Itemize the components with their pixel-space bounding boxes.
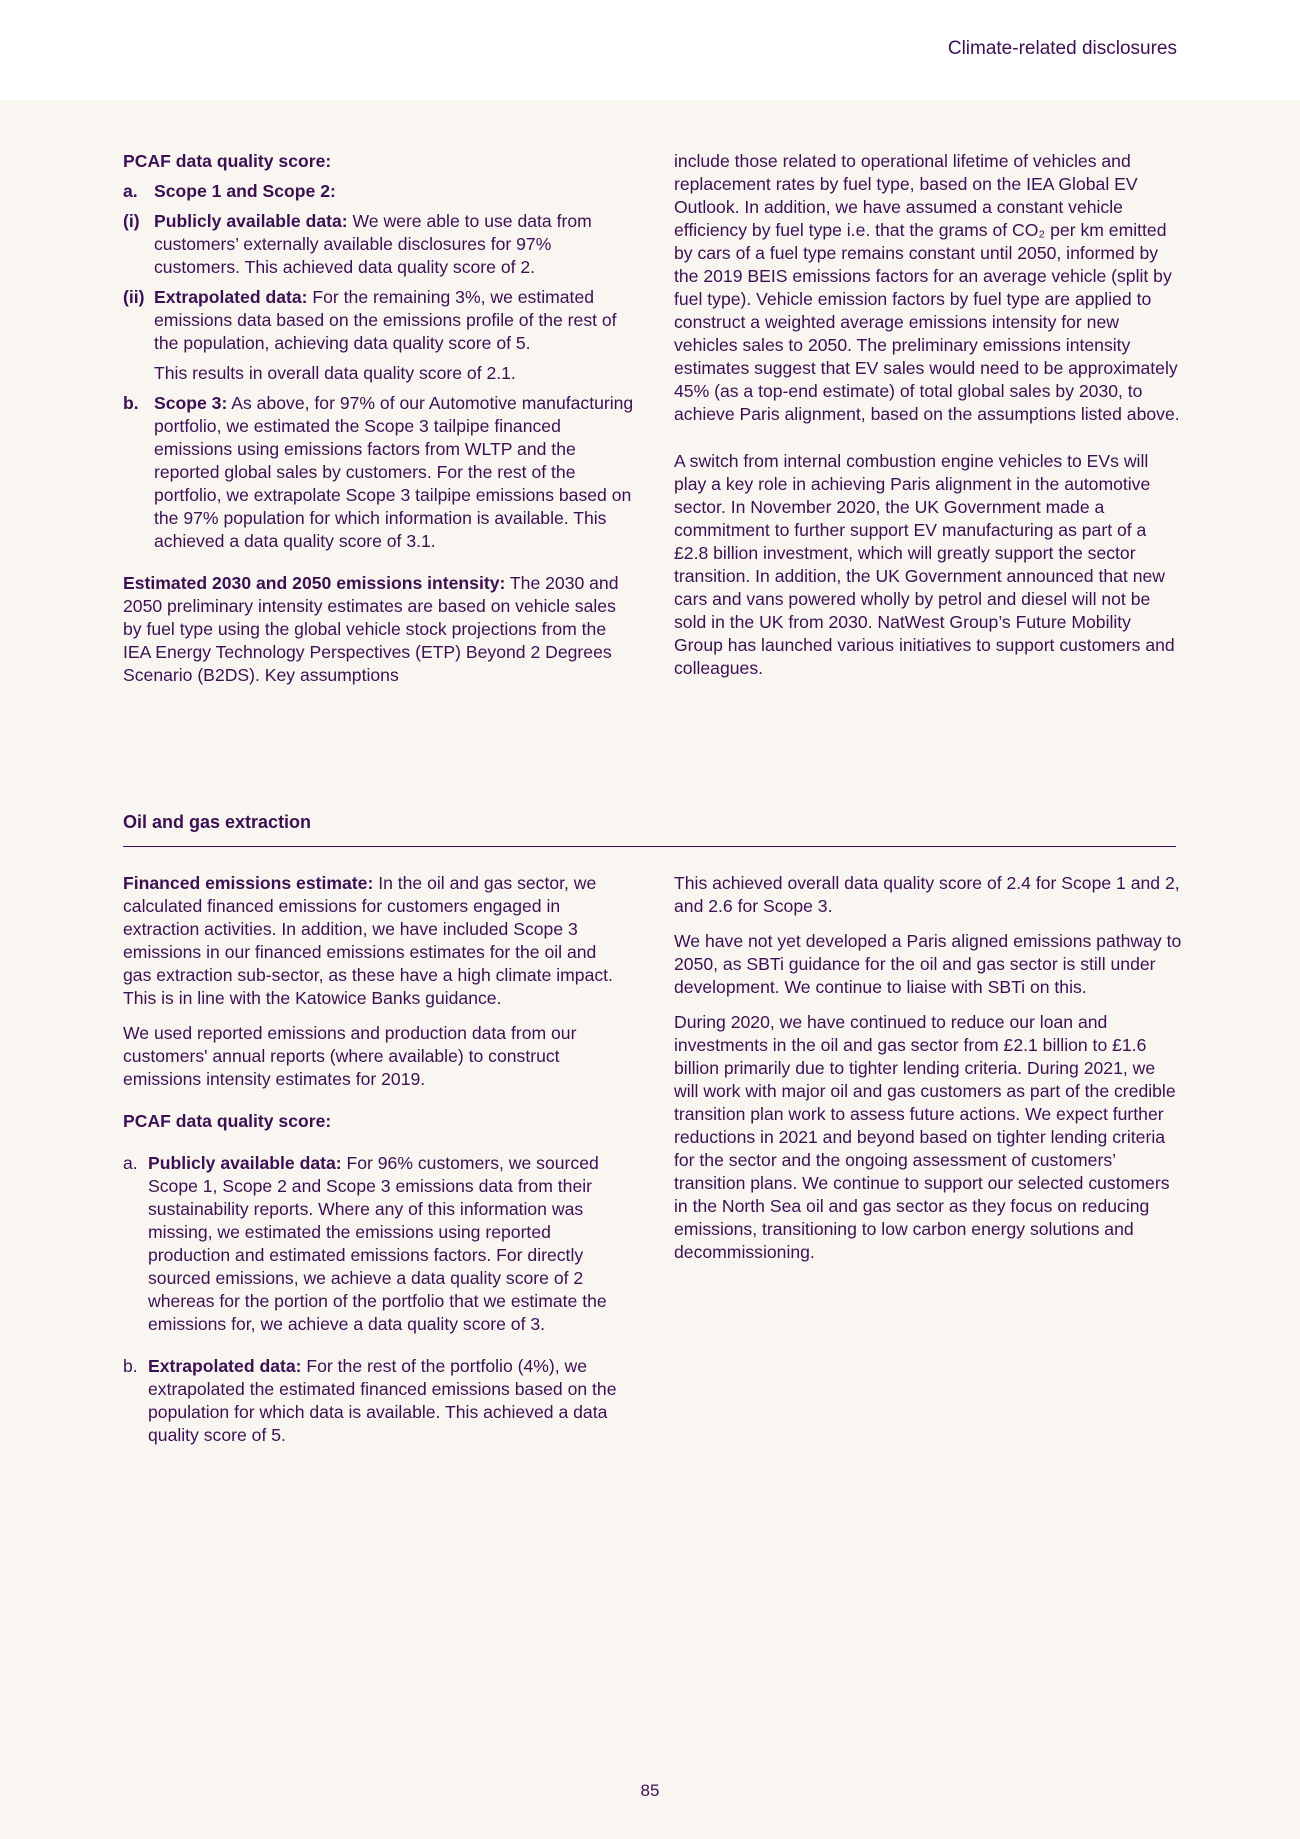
lending-paragraph: During 2020, we have continued to reduce our loan and investments in the oil and gas sector from £2.1 billion to £1.6 billion primarily due to tighter lending criteria. During 2021, we will work with major oil and gas customers as part of the credible transition plan work to assess future actions. We expect further reductions in 2021 and beyond based on tighter lending criteria for the sector and the ongoing assessment of customers’ transition plans. We continue to support our selected customers in the North Sea oil and gas sector as they focus on reducing emissions, transitioning to low carbon energy solutions and decommissioning.: [674, 1012, 1176, 1262]
page-number: 85: [640, 1781, 660, 1800]
ev-switch-paragraph: A switch from internal combustion engine vehicles to EVs will play a key role in achieving Paris alignment in the automotive sector. In November 2020, the UK Government made a commitment to further support EV manufacturing as part of a £2.8 billion investment, which will greatly support the sector transition. In addition, the UK Government announced that new cars and vans powered wholly by petrol and diesel will not be sold in the UK from 2030. NatWest Group’s Future Mobility Group has launched various initiatives to support customers and colleagues.: [674, 451, 1175, 678]
oil-gas-right-column: [674, 872, 1184, 1264]
oil-gas-pcaf-heading: PCAF data quality score:: [123, 1111, 332, 1131]
pcaf-heading: PCAF data quality score:: [123, 151, 332, 171]
list-item-scope-3: b. Scope 3: As above, for 97% of our Automotive manufacturing portfolio, we estimated the Scope 3 tailpipe financed emissions using emissions factors from WLTP and the reported global sales by customers. For the rest of the portfolio, we extrapolate Scope 3 tailpipe emissions based on the 97% population for which information is available. This achieved a data quality score of 3.1.: [123, 393, 634, 551]
automotive-right-column: [674, 150, 1184, 680]
oil-gas-left-column: [123, 872, 623, 1447]
financed-emissions-paragraph: Financed emissions estimate: In the oil and gas sector, we calculated financed emissions for customers engaged in extraction activities. In addition, we have included Scope 3 emissions in our financed emissions estimates for the oil and gas extraction sub-sector, as these have a high climate impact. This is in line with the Katowice Banks guidance.: [123, 873, 613, 1008]
header-band: [0, 0, 1300, 100]
header-title: Climate-related disclosures: [947, 38, 1177, 59]
list-item-extrapolated: (ii) Extrapolated data: For the remaining 3%, we estimated emissions data based on the emissions profile of the rest of the population, achieving data quality score of 5.: [123, 287, 617, 353]
section-heading-oil-gas: Oil and gas extraction: [123, 812, 312, 832]
overall-score-text: This results in overall data quality score of 2.1.: [154, 363, 516, 383]
intensity-paragraph: Estimated 2030 and 2050 emissions intensity: The 2030 and 2050 preliminary intensity estimates are based on vehicle sales by fuel type using the global vehicle stock projections from the IEA Energy Technology Perspectives (ETP) Beyond 2 Degrees Scenario (B2DS). Key assumptions: [123, 573, 619, 685]
paris-pathway-paragraph: We have not yet developed a Paris aligned emissions pathway to 2050, as SBTi guidance for the oil and gas sector is still under development. We continue to liaise with SBTi on this.: [674, 931, 1182, 997]
oil-gas-list-item-extrapolated: b. Extrapolated data: For the rest of the portfolio (4%), we extrapolated the estimated financed emissions based on the population for which data is available. This achieved a data quality score of 5.: [123, 1356, 617, 1445]
automotive-left-column: [123, 150, 635, 687]
assumptions-paragraph: include those related to operational lifetime of vehicles and replacement rates by fuel type, based on the IEA Global EV Outlook. In addition, we have assumed a constant vehicle efficiency by fuel type i.e. that the grams of CO₂ per km emitted by cars of a fuel type remains constant until 2050, informed by the 2019 BEIS emissions factors for an average vehicle (split by fuel type). Vehicle emission factors by fuel type are applied to construct a weighted average emissions intensity for new vehicles sales to 2050. The preliminary emissions intensity estimates suggest that EV sales would need to be approximately 45% (as a top-end estimate) of total global sales by 2030, to achieve Paris alignment, based on the assumptions listed above.: [674, 151, 1180, 424]
reported-data-paragraph: We used reported emissions and production data from our customers' annual reports (where available) to construct emissions intensity estimates for 2019.: [123, 1023, 577, 1089]
oil-gas-list-item-publicly-available: a. Publicly available data: For 96% customers, we sourced Scope 1, Scope 2 and Scope 3 emissions data from their sustainability reports. Where any of this information was missing, we estimated the emissions using reported production and estimated emissions factors. For directly sourced emissions, we achieve a data quality score of 2 whereas for the portion of the portfolio that we estimate the emissions for, we achieve a data quality score of 3.: [123, 1153, 607, 1334]
oil-gas-score-paragraph: This achieved overall data quality score of 2.4 for Scope 1 and 2, and 2.6 for Scope 3.: [674, 873, 1180, 916]
section-divider: [123, 846, 1176, 847]
list-item-publicly-available: (i) Publicly available data: We were able to use data from customers’ externally available disclosures for 97% customers. This achieved data quality score of 2.: [123, 211, 592, 277]
list-item-scope-1-2: a. Scope 1 and Scope 2:: [123, 181, 336, 201]
